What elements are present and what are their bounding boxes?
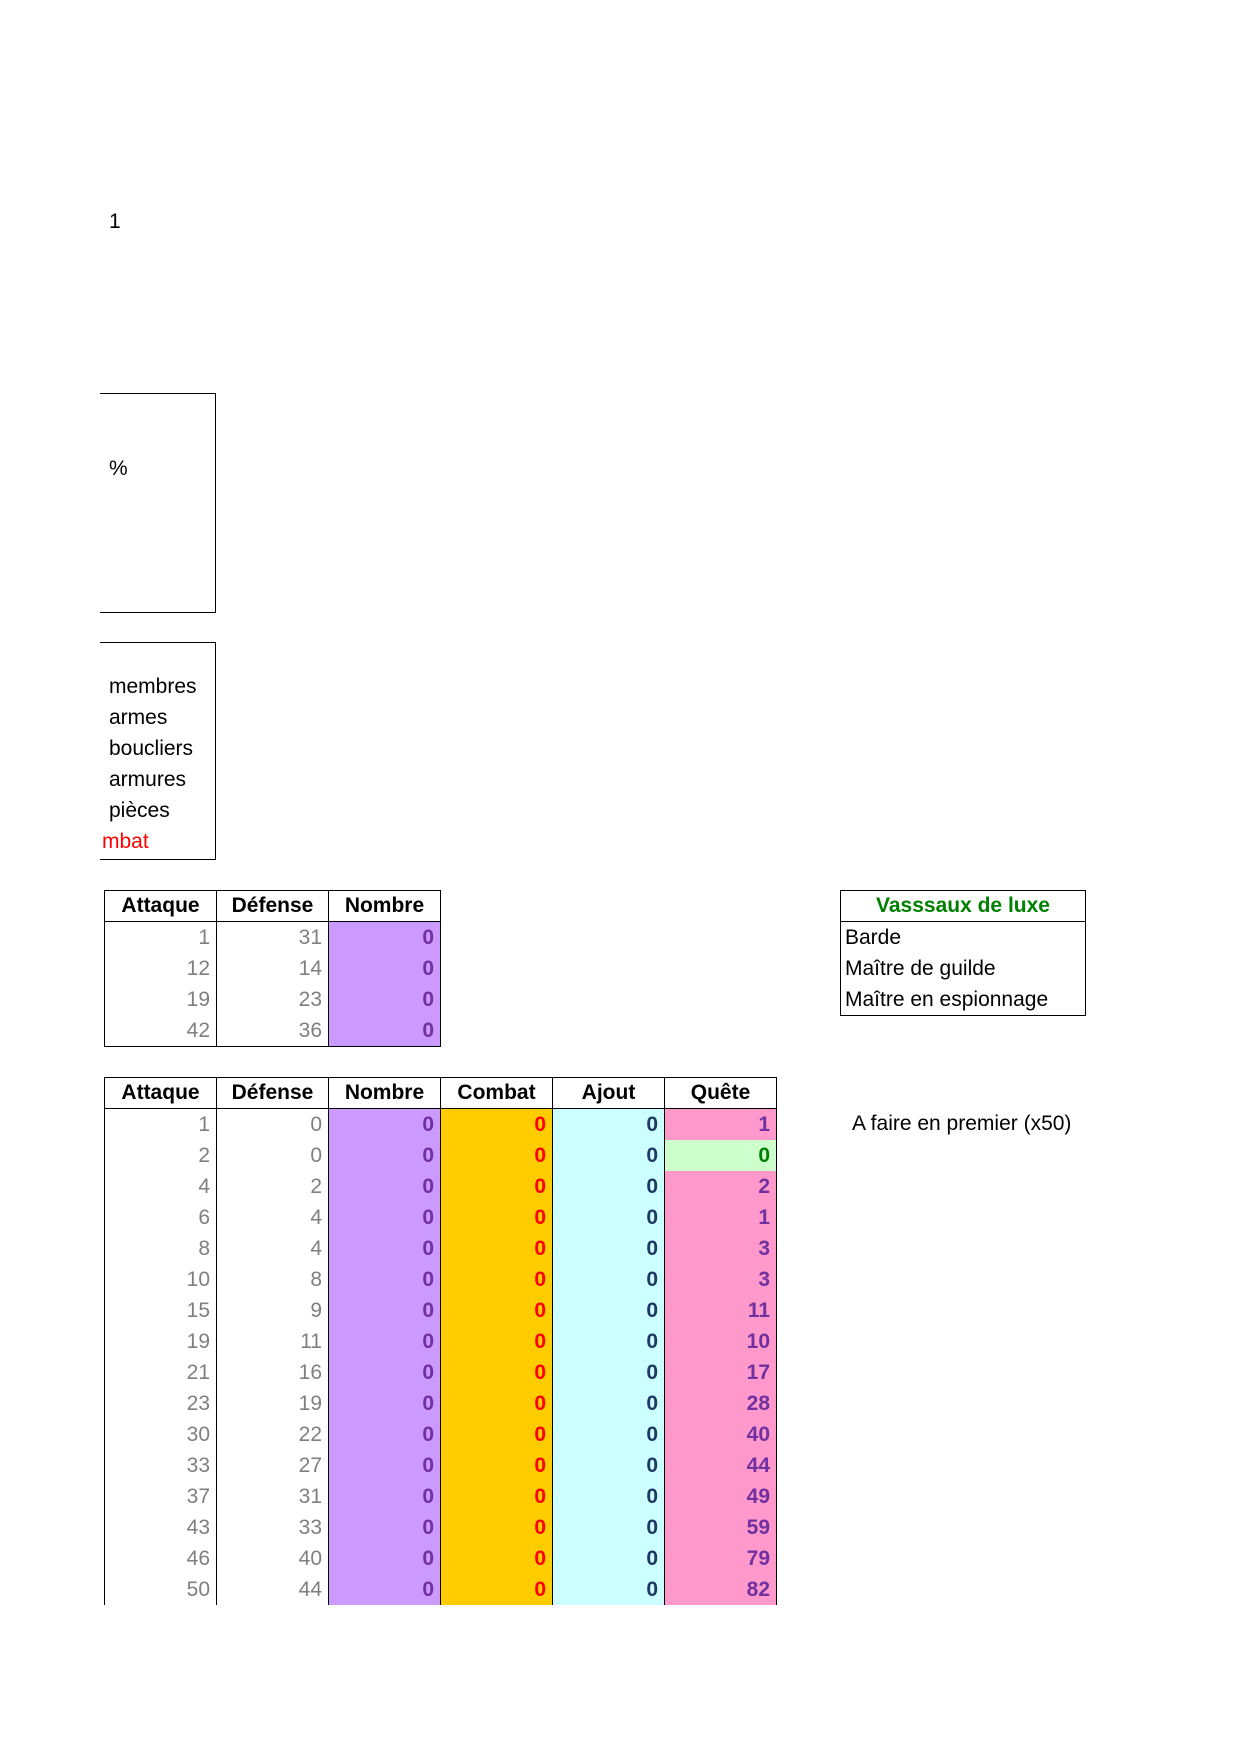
combat-cell: 0: [441, 1543, 553, 1574]
defense-cell: 23: [217, 984, 329, 1015]
combat-cell: 0: [441, 1326, 553, 1357]
combat-cell: 0: [441, 1450, 553, 1481]
attaque-cell: 42: [105, 1015, 217, 1047]
luxury-item: Barde: [841, 922, 1086, 954]
quete-cell: 17: [665, 1357, 777, 1388]
defense-cell: 4: [217, 1202, 329, 1233]
attaque-cell: 50: [105, 1574, 217, 1605]
note-text: A faire en premier (x50): [852, 1112, 1072, 1135]
nombre-cell: 0: [329, 1388, 441, 1419]
combat-cell: 0: [441, 1512, 553, 1543]
nombre-cell: 0: [329, 1264, 441, 1295]
nombre-cell: 0: [329, 1481, 441, 1512]
main-table: [104, 1077, 777, 1605]
nombre-cell: 0: [329, 1574, 441, 1605]
quete-cell: 11: [665, 1295, 777, 1326]
quete-cell: 59: [665, 1512, 777, 1543]
defense-cell: 33: [217, 1512, 329, 1543]
header-quete: Quête: [665, 1078, 777, 1109]
ajout-cell: 0: [553, 1388, 665, 1419]
quete-cell: 3: [665, 1233, 777, 1264]
attaque-cell: 10: [105, 1264, 217, 1295]
nombre-cell: 0: [329, 1140, 441, 1171]
ajout-cell: 0: [553, 1481, 665, 1512]
combat-cell: 0: [441, 1419, 553, 1450]
ajout-cell: 0: [553, 1202, 665, 1233]
header-defense: Défense: [217, 1078, 329, 1109]
table-row: [105, 1109, 777, 1141]
combat-cell: 0: [441, 1295, 553, 1326]
attaque-cell: 1: [105, 922, 217, 954]
ajout-cell: 0: [553, 1109, 665, 1141]
header-combat: Combat: [441, 1078, 553, 1109]
ajout-cell: 0: [553, 1450, 665, 1481]
attaque-cell: 46: [105, 1543, 217, 1574]
attaque-cell: 19: [105, 984, 217, 1015]
luxury-item: Maître de guilde: [841, 953, 1086, 984]
combat-cell: 0: [441, 1140, 553, 1171]
table-row: [105, 1388, 777, 1419]
attaque-cell: 15: [105, 1295, 217, 1326]
table-row: [105, 1233, 777, 1264]
quete-cell: 82: [665, 1574, 777, 1605]
defense-cell: 27: [217, 1450, 329, 1481]
header-defense: Défense: [217, 891, 329, 922]
defense-cell: 0: [217, 1140, 329, 1171]
nombre-cell: 0: [329, 1512, 441, 1543]
table-row: [105, 1450, 777, 1481]
table-row: [105, 1171, 777, 1202]
ajout-cell: 0: [553, 1543, 665, 1574]
combat-cell: 0: [441, 1202, 553, 1233]
attaque-cell: 30: [105, 1419, 217, 1450]
resource-combat: mbat: [102, 830, 149, 853]
attaque-cell: 1: [105, 1109, 217, 1141]
luxury-table: [840, 890, 1086, 1016]
defense-cell: 0: [217, 1109, 329, 1141]
table-row: [105, 1543, 777, 1574]
table-row: [105, 922, 441, 954]
nombre-cell: 0: [329, 1295, 441, 1326]
nombre-cell: 0: [329, 1543, 441, 1574]
ajout-cell: 0: [553, 1512, 665, 1543]
resource-boucliers: boucliers: [109, 737, 194, 760]
attaque-cell: 8: [105, 1233, 217, 1264]
quete-cell: 44: [665, 1450, 777, 1481]
ajout-cell: 0: [553, 1264, 665, 1295]
defense-cell: 2: [217, 1171, 329, 1202]
table-row: [105, 1512, 777, 1543]
combat-cell: 0: [441, 1109, 553, 1141]
attaque-cell: 23: [105, 1388, 217, 1419]
attaque-cell: 12: [105, 953, 217, 984]
combat-cell: 0: [441, 1171, 553, 1202]
quete-cell: 40: [665, 1419, 777, 1450]
defense-cell: 11: [217, 1326, 329, 1357]
table-row: [105, 1574, 777, 1605]
small-table: [104, 890, 441, 1047]
ajout-cell: 0: [553, 1140, 665, 1171]
combat-cell: 0: [441, 1388, 553, 1419]
table-row: [105, 1264, 777, 1295]
attaque-cell: 21: [105, 1357, 217, 1388]
ajout-cell: 0: [553, 1357, 665, 1388]
nombre-cell: 0: [329, 1109, 441, 1141]
header-attaque: Attaque: [105, 1078, 217, 1109]
combat-cell: 0: [441, 1264, 553, 1295]
nombre-cell: 0: [329, 1450, 441, 1481]
quete-cell: 10: [665, 1326, 777, 1357]
attaque-cell: 33: [105, 1450, 217, 1481]
ajout-cell: 0: [553, 1574, 665, 1605]
header-nombre: Nombre: [329, 891, 441, 922]
combat-cell: 0: [441, 1481, 553, 1512]
luxury-header: Vasssaux de luxe: [841, 891, 1086, 922]
table-row: [105, 953, 441, 984]
table-row: [105, 1326, 777, 1357]
nombre-cell: 0: [329, 1326, 441, 1357]
ajout-cell: 0: [553, 1233, 665, 1264]
percent-label: %: [109, 457, 128, 480]
attaque-cell: 4: [105, 1171, 217, 1202]
nombre-cell: 0: [329, 1171, 441, 1202]
nombre-cell: 0: [329, 953, 441, 984]
nombre-cell: 0: [329, 1015, 441, 1047]
header-nombre: Nombre: [329, 1078, 441, 1109]
defense-cell: 4: [217, 1233, 329, 1264]
nombre-cell: 0: [329, 984, 441, 1015]
ajout-cell: 0: [553, 1295, 665, 1326]
defense-cell: 8: [217, 1264, 329, 1295]
header-ajout: Ajout: [553, 1078, 665, 1109]
top-value: 1: [109, 210, 121, 233]
quete-cell: 28: [665, 1388, 777, 1419]
defense-cell: 31: [217, 1481, 329, 1512]
luxury-item: Maître en espionnage: [841, 984, 1086, 1016]
quete-cell: 79: [665, 1543, 777, 1574]
ajout-cell: 0: [553, 1326, 665, 1357]
defense-cell: 31: [217, 922, 329, 954]
resource-pieces: pièces: [109, 799, 170, 822]
nombre-cell: 0: [329, 1202, 441, 1233]
combat-cell: 0: [441, 1357, 553, 1388]
percent-box: [100, 393, 216, 613]
table-row: [105, 1481, 777, 1512]
ajout-cell: 0: [553, 1419, 665, 1450]
table-row: [105, 984, 441, 1015]
resource-armes: armes: [109, 706, 168, 729]
attaque-cell: 6: [105, 1202, 217, 1233]
combat-cell: 0: [441, 1574, 553, 1605]
attaque-cell: 19: [105, 1326, 217, 1357]
ajout-cell: 0: [553, 1171, 665, 1202]
attaque-cell: 37: [105, 1481, 217, 1512]
defense-cell: 14: [217, 953, 329, 984]
quete-cell: 1: [665, 1109, 777, 1141]
table-row: [105, 1015, 441, 1047]
attaque-cell: 43: [105, 1512, 217, 1543]
nombre-cell: 0: [329, 922, 441, 954]
defense-cell: 16: [217, 1357, 329, 1388]
combat-cell: 0: [441, 1233, 553, 1264]
defense-cell: 22: [217, 1419, 329, 1450]
nombre-cell: 0: [329, 1233, 441, 1264]
header-attaque: Attaque: [105, 891, 217, 922]
defense-cell: 40: [217, 1543, 329, 1574]
quete-cell: 2: [665, 1171, 777, 1202]
table-row: [105, 1295, 777, 1326]
defense-cell: 19: [217, 1388, 329, 1419]
defense-cell: 9: [217, 1295, 329, 1326]
table-row: [105, 1140, 777, 1171]
defense-cell: 44: [217, 1574, 329, 1605]
attaque-cell: 2: [105, 1140, 217, 1171]
table-row: [105, 1202, 777, 1233]
resource-armures: armures: [109, 768, 187, 791]
quete-cell: 3: [665, 1264, 777, 1295]
quete-cell: 1: [665, 1202, 777, 1233]
quete-cell: 49: [665, 1481, 777, 1512]
table-row: [105, 1357, 777, 1388]
defense-cell: 36: [217, 1015, 329, 1047]
quete-cell: 0: [665, 1140, 777, 1171]
resource-membres: membres: [109, 675, 197, 698]
nombre-cell: 0: [329, 1419, 441, 1450]
table-row: [105, 1419, 777, 1450]
nombre-cell: 0: [329, 1357, 441, 1388]
